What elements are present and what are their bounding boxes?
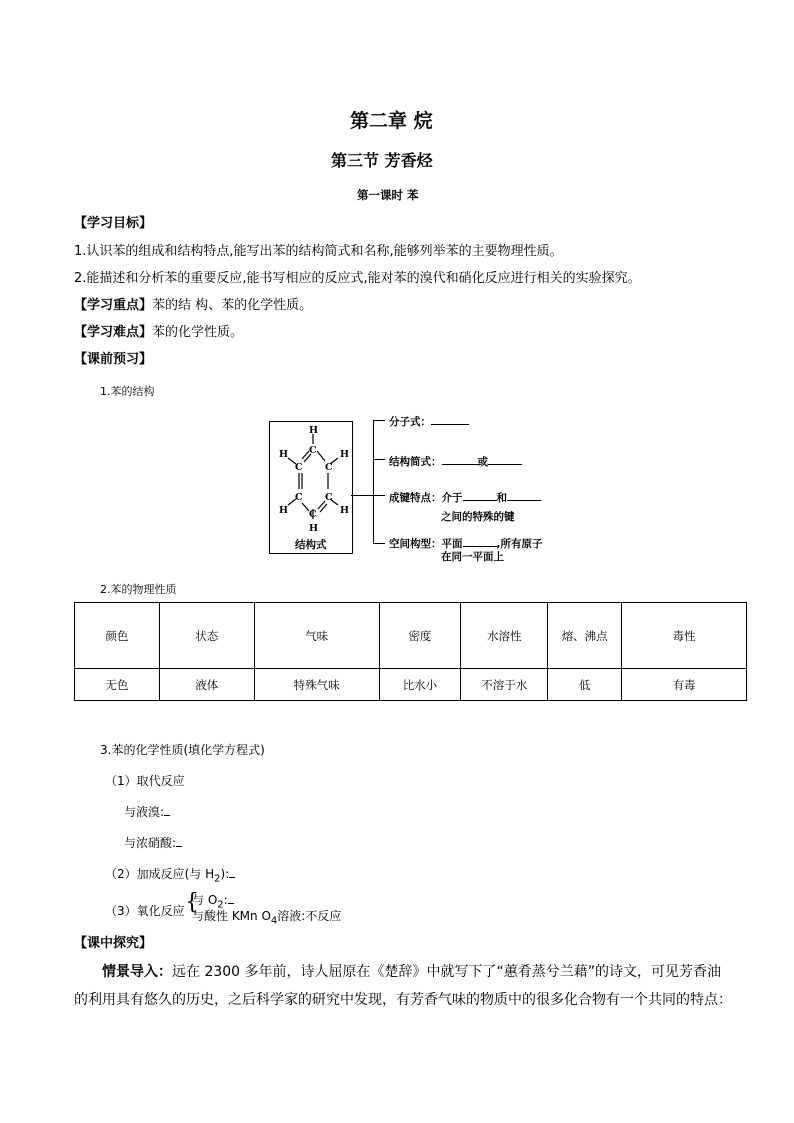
- oxidation-heading: （3）氧化反应: [105, 904, 185, 918]
- blank-line: [431, 424, 469, 425]
- oxidation-kmno4: [192, 907, 341, 926]
- scenario-label: 情景导入：: [102, 964, 172, 980]
- atom-h: H: [340, 449, 349, 460]
- spatial-shape-label: 空间构型：平面: [389, 538, 463, 550]
- structure-box-label: 结构式: [295, 539, 327, 551]
- oxidation-o2-label: 与 O: [192, 893, 218, 907]
- spatial-shape-suffix: 在同一平面上: [441, 551, 504, 563]
- subscript: 4: [270, 915, 278, 927]
- table-cell: 不溶于水: [461, 669, 548, 701]
- atom-c: C: [325, 492, 333, 503]
- preview-heading: 【课前预习】: [74, 352, 153, 367]
- atom-c: C: [309, 445, 317, 456]
- simplified-formula-row: [389, 454, 522, 469]
- atom-h: H: [279, 449, 288, 460]
- bracket-tick: [373, 459, 385, 460]
- connector-line: [351, 495, 373, 496]
- bromine-label: 与液溴:: [124, 805, 165, 819]
- objective-item: 1.认识苯的组成和结构特点,能写出苯的结构简式和名称,能够列举苯的主要物理性质。: [74, 244, 563, 259]
- addition-end: ):: [220, 867, 230, 881]
- bond-feature-label: 成键特点：介于: [389, 492, 463, 504]
- blank-line: [463, 546, 497, 547]
- table-cell: 液体: [159, 669, 254, 701]
- table-cell: 特殊气味: [254, 669, 379, 701]
- addition-reaction: [105, 865, 235, 884]
- molecular-formula-label: 分子式：: [389, 416, 431, 428]
- bond-and: 和: [496, 492, 507, 504]
- substitution-heading: （1）取代反应: [105, 774, 185, 788]
- blank-line: [176, 846, 182, 847]
- nitric-reaction: [124, 834, 182, 851]
- table-header-cell: 水溶性: [461, 603, 548, 669]
- table-header-cell: 状态: [159, 603, 254, 669]
- objective-item: 2.能描述和分析苯的重要反应,能书写相应的反应式,能对苯的溴代和硝化反应进行相关的实验探究。: [74, 271, 641, 286]
- table-header-cell: 熔、沸点: [548, 603, 622, 669]
- key-points: [74, 294, 312, 313]
- bracket-tick: [373, 420, 385, 421]
- subscript: 2: [214, 873, 221, 885]
- chemical-heading: 3.苯的化学性质(填化学方程式): [100, 743, 265, 757]
- brace-symbol: {: [185, 890, 199, 915]
- key-points-text: 苯的结 构、苯的化学性质。: [152, 298, 313, 313]
- bond-feature-row: [389, 490, 541, 505]
- atom-h: H: [309, 425, 318, 436]
- oxidation-kmno4-end: 溶液:不反应: [277, 909, 342, 923]
- table-header-cell: 气味: [254, 603, 379, 669]
- atom-c: C: [309, 509, 317, 520]
- blank-line: [507, 500, 541, 501]
- benzene-structure-drawing: [269, 421, 353, 533]
- bracket-tick: [373, 543, 385, 544]
- table-cell: 比水小: [379, 669, 461, 701]
- inquiry-heading: 【课中探究】: [74, 936, 153, 951]
- nitric-label: 与浓硝酸:: [124, 836, 177, 850]
- table-cell: 低: [548, 669, 622, 701]
- blank-line: [442, 464, 478, 465]
- bond-feature-suffix: 之间的特殊的键: [441, 511, 515, 523]
- blank-line: [463, 500, 497, 501]
- subscript: 2: [217, 899, 224, 911]
- blank-line: [164, 815, 170, 816]
- blank-line: [229, 877, 235, 878]
- structure-heading: 1.苯的结构: [100, 385, 155, 398]
- difficulties: [74, 321, 243, 340]
- chapter-title: 第二章 烷: [350, 110, 433, 132]
- table-header-cell: 密度: [379, 603, 461, 669]
- difficulties-label: 【学习难点】: [74, 325, 153, 340]
- table-header-cell: 颜色: [75, 603, 160, 669]
- blank-line: [228, 903, 234, 904]
- oxidation-o2-end: :: [223, 893, 228, 907]
- simplified-formula-label: 结构简式：: [389, 456, 442, 468]
- addition-label: （2）加成反应(与 H: [105, 867, 215, 881]
- atom-c: C: [325, 462, 333, 473]
- physical-properties-table: [74, 602, 747, 701]
- objectives-heading: 【学习目标】: [74, 216, 153, 231]
- atom-c: C: [295, 492, 303, 503]
- bracket-line: [373, 420, 374, 544]
- atom-h: H: [340, 505, 349, 516]
- molecular-formula-row: [389, 414, 469, 429]
- bracket-tick: [373, 495, 385, 496]
- table-header-cell: 毒性: [622, 603, 747, 669]
- atom-h: H: [279, 505, 288, 516]
- key-points-label: 【学习重点】: [74, 298, 153, 313]
- atom-c: C: [295, 462, 303, 473]
- simplified-or: 或: [477, 456, 488, 468]
- blank-line: [488, 464, 522, 465]
- oxidation-kmno4-label: 与酸性 KMn O: [192, 909, 271, 923]
- lesson-title: 第一课时 苯: [357, 188, 419, 202]
- spatial-shape-mid: ,所有原子: [496, 538, 543, 550]
- table-header-row: [75, 603, 747, 669]
- table-cell: 有毒: [622, 669, 747, 701]
- scenario-text: 远在 2300 多年前，诗人屈原在《楚辞》中就写下了“蕙肴蒸兮兰藉”的诗文，可见芳香油的利用具有悠久的历史，之后科学家的研究中发现，有芳香气味的物质中的很多化合物有一个共同的特点：: [74, 964, 732, 1008]
- atom-h: H: [309, 523, 318, 533]
- section-title: 第三节 芳香烃: [331, 151, 433, 170]
- physical-heading: 2.苯的物理性质: [100, 583, 177, 596]
- bromine-reaction: [124, 803, 170, 820]
- table-row: [75, 669, 747, 701]
- table-cell: 无色: [75, 669, 160, 701]
- difficulties-text: 苯的化学性质。: [152, 325, 244, 340]
- scenario-paragraph: [74, 958, 734, 1014]
